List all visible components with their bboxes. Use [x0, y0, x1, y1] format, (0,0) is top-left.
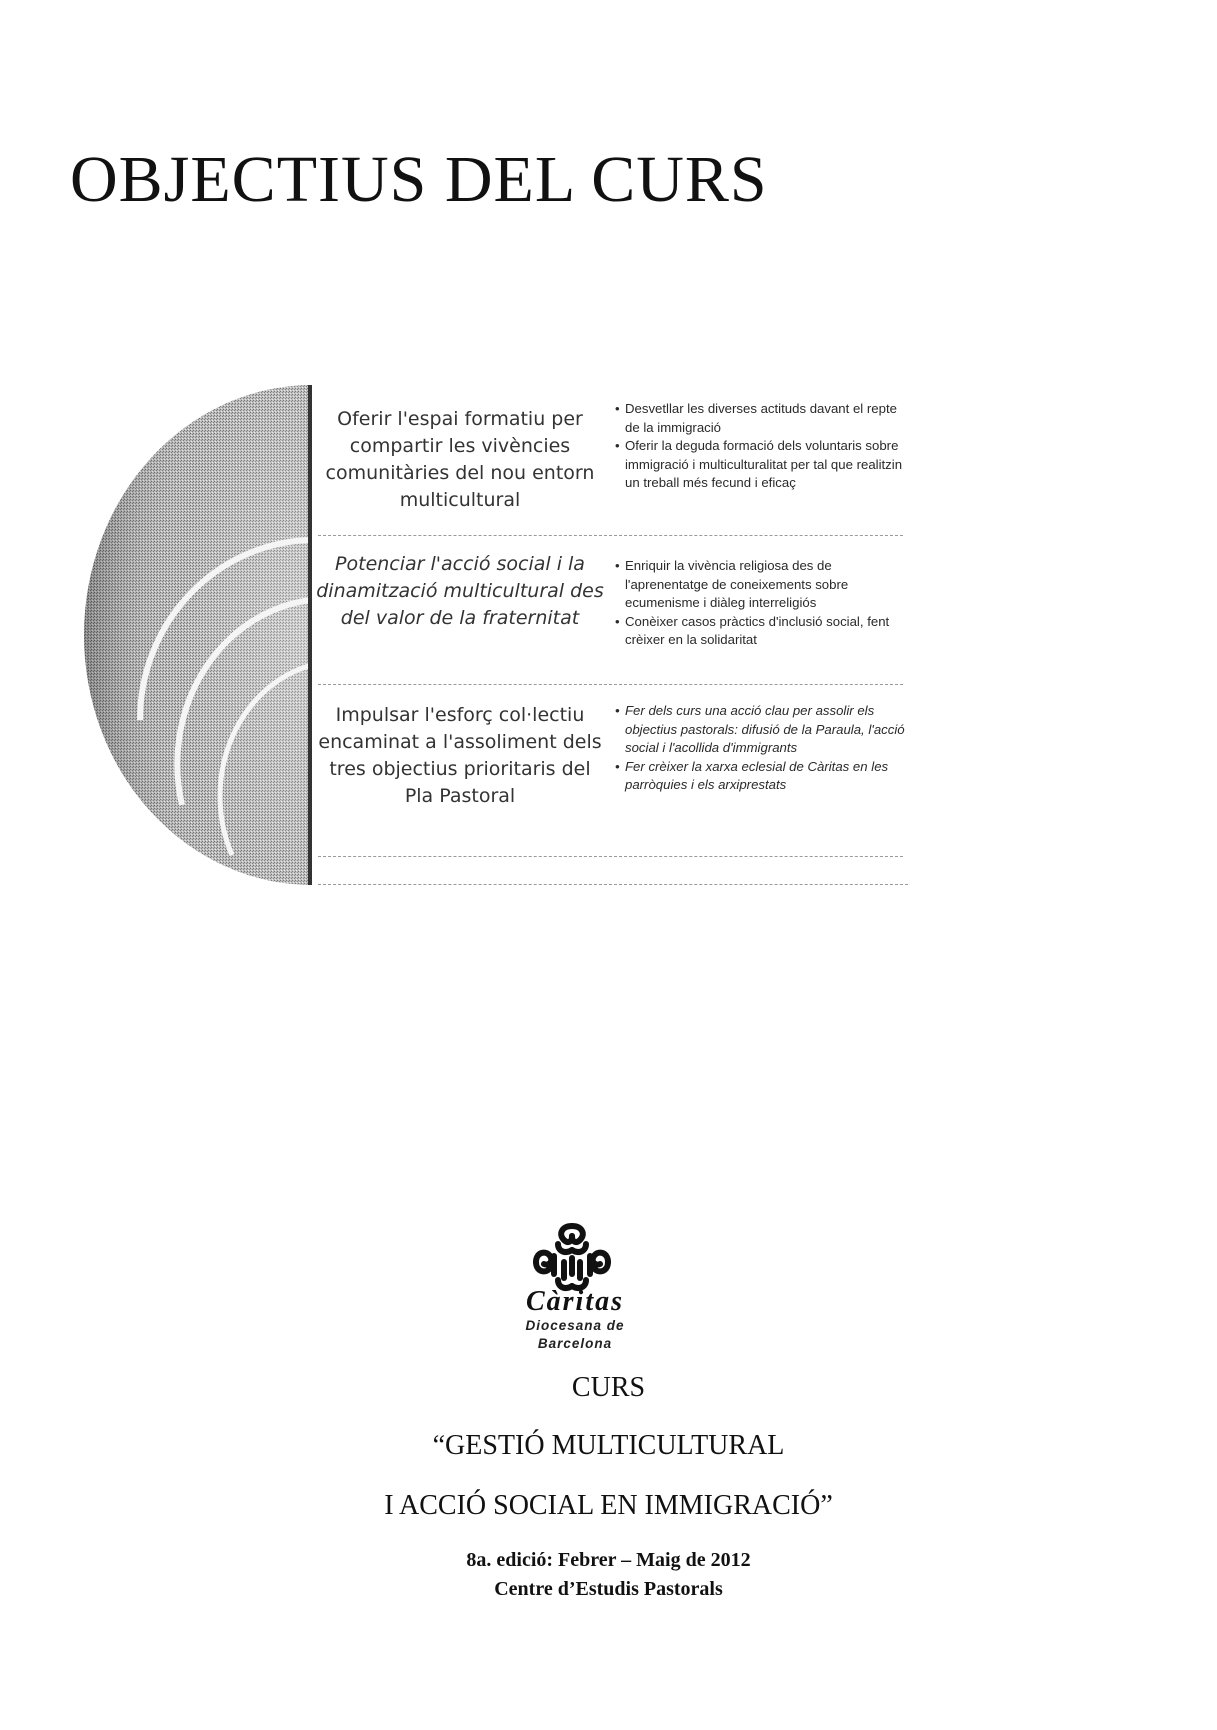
objective-sub-item: • Conèixer casos pràctics d'inclusió social, fent crèixer en la solidaritat — [615, 613, 915, 650]
page-title: OBJECTIUS DEL CURS — [70, 143, 768, 216]
logo-subtitle-line1: Diocesana de — [525, 1318, 625, 1333]
caritas-logo-text: Càritas — [525, 1286, 625, 1317]
objective-sub-item: • Fer dels curs una acció clau per assolir els objectius pastorals: difusió de la Paraula, l'acció social i l'acollida d'immigrants — [615, 702, 915, 758]
objective-main-text: Potenciar l'acció social i la dinamització multicultural des del valor de la fraternitat — [316, 553, 604, 629]
course-label: CURS — [571, 1372, 646, 1403]
objective-main-text: Oferir l'espai formatiu per compartir les vivències comunitàries del nou entorn multicultural — [325, 408, 595, 511]
objective-sub-item: • Desvetllar les diverses actituds davant el repte de la immigració — [615, 400, 915, 437]
objective-main-text: Impulsar l'esforç col·lectiu encaminat a l'assoliment dels tres objectius prioritaris del Pla Pastoral — [318, 704, 602, 807]
semicircle-graphic — [82, 385, 312, 885]
objective-sub-list — [615, 557, 915, 650]
course-edition: 8a. edició: Febrer – Maig de 2012 — [466, 1549, 751, 1571]
logo-subtitle-line2: Barcelona — [537, 1336, 613, 1351]
dotted-divider — [318, 684, 903, 685]
course-title-line1: “GESTIÓ MULTICULTURAL — [432, 1430, 785, 1461]
objective-sub-item: • Enriquir la vivència religiosa des de l'aprenentatge de coneixements sobre ecumenisme i diàleg interreligiós — [615, 557, 915, 613]
dotted-divider — [318, 535, 903, 536]
dotted-divider — [318, 884, 908, 885]
objective-sub-list — [615, 400, 915, 493]
course-title-line2: I ACCIÓ SOCIAL EN IMMIGRACIÓ” — [384, 1490, 833, 1521]
dotted-divider — [318, 856, 903, 857]
objective-sub-item: • Fer crèixer la xarxa eclesial de Càritas en les parròquies i els arxiprestats — [615, 758, 915, 795]
objective-sub-item: • Oferir la deguda formació dels voluntaris sobre immigració i multiculturalitat per tal que realitzin un treball més fecund i eficaç — [615, 437, 915, 493]
course-center: Centre d’Estudis Pastorals — [494, 1578, 723, 1600]
objective-sub-list — [615, 702, 915, 795]
